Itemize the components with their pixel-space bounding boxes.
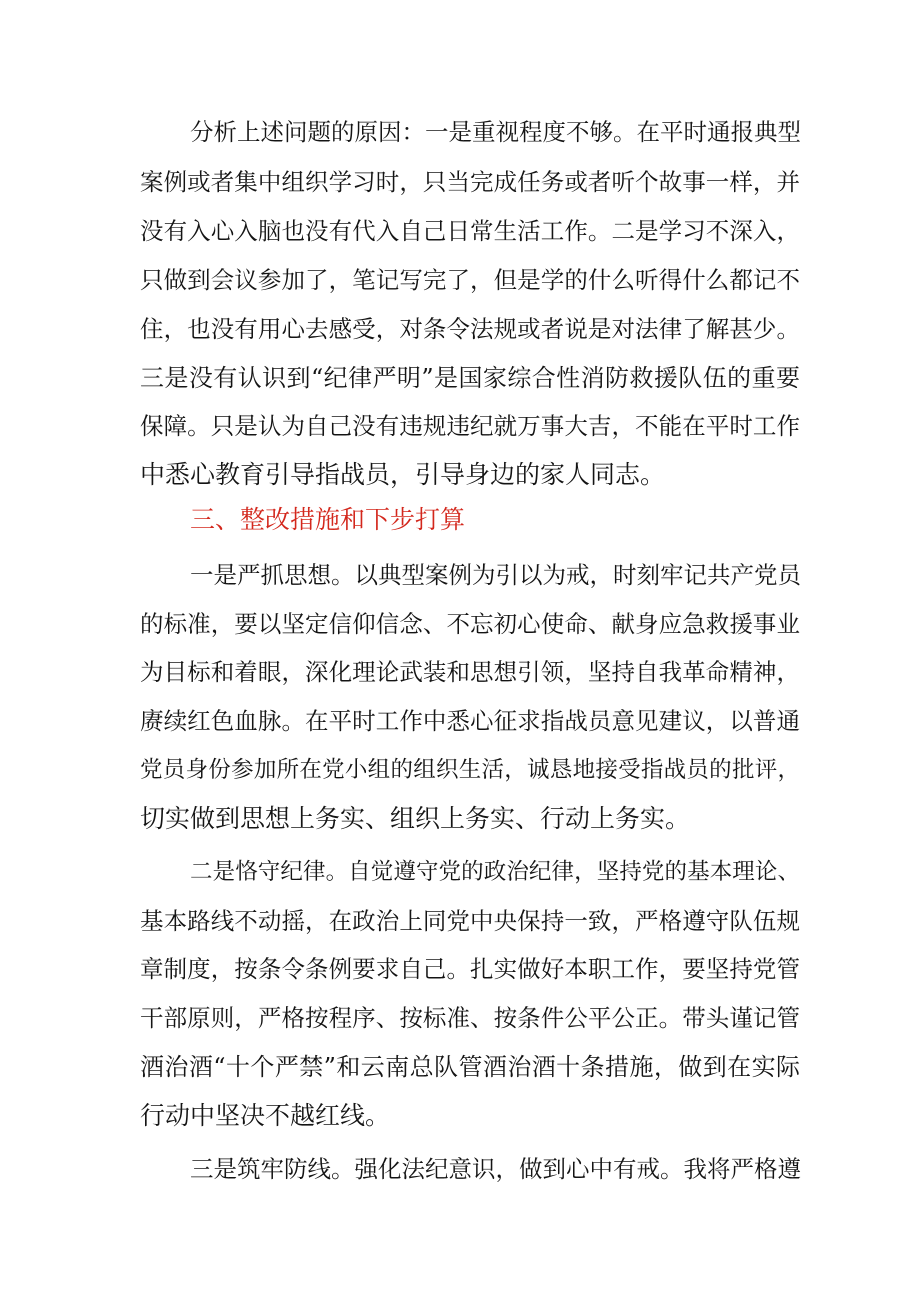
paragraph-1-line-6: 三是没有认识到“纪律严明”是国家综合性消防救援队伍的重要 (140, 364, 800, 392)
paragraph-3-line-5: 酒治酒“十个严禁”和云南总队管酒治酒十条措施，做到在实际 (140, 1053, 800, 1081)
paragraph-3-line-3: 章制度，按条令条例要求自己。扎实做好本职工作，要坚持党管 (140, 955, 800, 983)
paragraph-2-line-1: 一是严抓思想。以典型案例为引以为戒，时刻牢记共产党员 (190, 561, 801, 589)
paragraph-1-line-5: 住，也没有用心去感受，对条令法规或者说是对法律了解甚少。 (140, 315, 800, 343)
paragraph-2-line-5: 党员身份参加所在党小组的组织生活，诚恳地接受指战员的批评， (140, 757, 800, 783)
paragraph-2-line-2: 的标准，要以坚定信仰信念、不忘初心使命、献身应急救援事业 (140, 610, 800, 638)
section-heading: 三、整改措施和下步打算 (190, 505, 466, 534)
paragraph-1-line-2: 案例或者集中组织学习时，只当完成任务或者听个故事一样，并 (140, 168, 800, 196)
paragraph-2-line-3: 为目标和着眼，深化理论武装和思想引领，坚持自我革命精神， (140, 658, 800, 686)
paragraph-3-line-6: 行动中坚决不越红线。 (140, 1101, 391, 1130)
paragraph-1-line-8: 中悉心教育引导指战员，引导身边的家人同志。 (140, 460, 666, 489)
paragraph-1-line-1: 分析上述问题的原因：一是重视程度不够。在平时通报典型 (190, 118, 801, 146)
paragraph-1-line-3: 没有入心入脑也没有代入自己日常生活工作。二是学习不深入， (140, 217, 800, 245)
paragraph-4-line-1: 三是筑牢防线。强化法纪意识，做到心中有戒。我将严格遵 (190, 1155, 801, 1183)
paragraph-1-line-4: 只做到会议参加了，笔记写完了，但是学的什么听得什么都记不 (140, 266, 800, 294)
paragraph-2-line-4: 赓续红色血脉。在平时工作中悉心征求指战员意见建议，以普通 (140, 707, 800, 735)
paragraph-1-line-7: 保障。只是认为自己没有违规违纪就万事大吉，不能在平时工作 (140, 412, 800, 440)
paragraph-2-line-6: 切实做到思想上务实、组织上务实、行动上务实。 (140, 804, 691, 833)
paragraph-3-line-2: 基本路线不动摇，在政治上同党中央保持一致，严格遵守队伍规 (140, 907, 800, 935)
paragraph-3-line-1: 二是恪守纪律。自觉遵守党的政治纪律，坚持党的基本理论、 (190, 859, 800, 885)
paragraph-3-line-4: 干部原则，严格按程序、按标准、按条件公平公正。带头谨记管 (140, 1004, 800, 1032)
